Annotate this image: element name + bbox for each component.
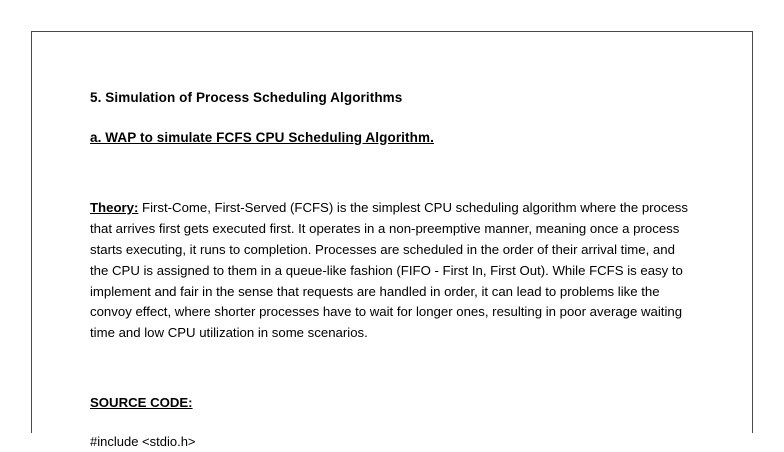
- source-code-heading: SOURCE CODE:: [90, 395, 193, 411]
- document-content: [90, 89, 690, 452]
- theory-label: Theory:: [90, 200, 139, 216]
- subsection-heading-wrap: [90, 129, 690, 199]
- theory-text: First-Come, First-Served (FCFS) is the simplest CPU scheduling algorithm where the process that arrives first gets executed first. It operates in a non-preemptive manner, meaning once a process starts executing, it runs to completion. Processes are scheduled in the order of their arrival time, and the CPU is assigned to them in a queue-like fashion (FIFO - First In, First Out). While FCFS is easy to implement and fair in the sense that requests are handled in order, it can lead to problems like the convoy effect, where shorter processes have to wait for longer ones, resulting in poor average waiting time and low CPU utilization in some scenarios.: [90, 200, 688, 341]
- section-heading: 5. Simulation of Process Scheduling Algorithms: [90, 90, 403, 105]
- source-code-heading-wrap: [90, 394, 690, 432]
- theory-paragraph: [90, 198, 690, 344]
- code-line: #include <stdio.h>: [90, 434, 196, 450]
- document-page: [31, 31, 753, 450]
- subsection-heading: a. WAP to simulate FCFS CPU Scheduling Algorithm.: [90, 129, 434, 145]
